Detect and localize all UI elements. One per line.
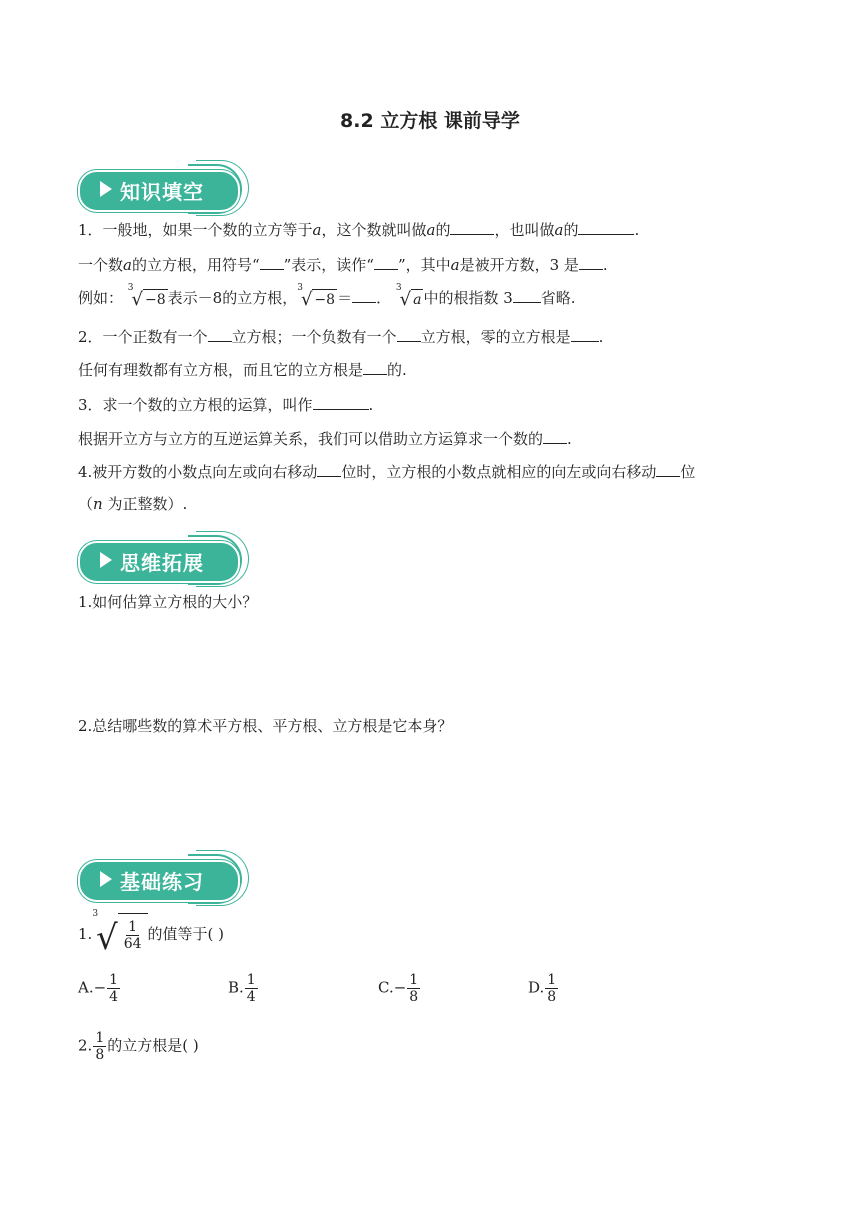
section-badge-practice — [78, 852, 248, 906]
fill-line-2: 一个数a的立方根，用符号“ ”表示，读作“ ”，其中a是被开方数，3 是 . — [78, 256, 608, 274]
practice-question-2: 2. $\frac{1}{8}$ 的立方根是( ) — [78, 1030, 199, 1063]
practice-question-1: 1. 3 √ $\frac{1}{64}$ 的值等于( ) — [78, 908, 225, 958]
blank — [352, 288, 376, 303]
blank — [317, 462, 341, 477]
cube-root-fraction: 3 √ $\frac{1}{64}$ — [92, 913, 147, 958]
think-question-1: 1.如何估算立方根的大小？ — [78, 593, 258, 611]
play-icon — [100, 871, 112, 887]
page-title: 8.2 立方根 课前导学 — [340, 110, 520, 132]
blank — [208, 327, 232, 342]
fill-line-6: 3．求一个数的立方根的运算，叫作 . — [78, 396, 374, 414]
option-c: C.− $\frac{1}{8}$ — [378, 972, 419, 1005]
blank — [397, 327, 421, 342]
option-a: A.− $\frac{1}{4}$ — [78, 972, 119, 1005]
cube-root-neg8: 3 √ −8 — [127, 282, 166, 310]
option-b: B. $\frac{1}{4}$ — [228, 972, 256, 1005]
fill-line-4: 2．一个正数有一个 立方根；一个负数有一个 立方根，零的立方根是 . — [78, 328, 604, 346]
fill-line-7: 根据开立方与立方的互逆运算关系，我们可以借助立方运算求一个数的 . — [78, 430, 572, 448]
blank — [656, 462, 680, 477]
blank — [578, 220, 634, 235]
blank — [363, 360, 387, 375]
cube-root-a: 3 √ a — [395, 282, 422, 310]
cube-root-neg8: 3 √ −8 — [297, 282, 336, 310]
blank — [260, 255, 284, 270]
play-icon — [100, 181, 112, 197]
blank — [571, 327, 599, 342]
blank — [579, 255, 603, 270]
section-title: 思维拓展 — [120, 551, 204, 575]
fill-line-8: 4.被开方数的小数点向左或向右移动 位时，立方根的小数点就相应的向左或向右移动 位 — [78, 463, 696, 481]
blank — [374, 255, 398, 270]
section-title: 知识填空 — [120, 180, 204, 204]
blank — [513, 288, 541, 303]
fill-line-1: 1．一般地，如果一个数的立方等于a，这个数就叫做a的 ，也叫做a的 . — [78, 221, 640, 239]
section-badge-thinking — [78, 533, 248, 587]
blank — [313, 395, 369, 410]
blank — [450, 220, 494, 235]
think-question-2: 2.总结哪些数的算术平方根、平方根、立方根是它本身？ — [78, 717, 453, 735]
fill-line-3: 例如： 3 √ −8 表示－8的立方根， 3 √ −8 ＝ ． 3 √ a 中的根指数 3 省略. — [78, 282, 576, 310]
fill-line-9: （n 为正整数）. — [78, 495, 188, 513]
option-d: D. $\frac{1}{8}$ — [528, 972, 557, 1005]
blank — [543, 429, 567, 444]
play-icon — [100, 552, 112, 568]
section-title: 基础练习 — [120, 870, 204, 894]
fill-line-5: 任何有理数都有立方根，而且它的立方根是 的. — [78, 361, 407, 379]
section-badge-knowledge — [78, 162, 248, 216]
